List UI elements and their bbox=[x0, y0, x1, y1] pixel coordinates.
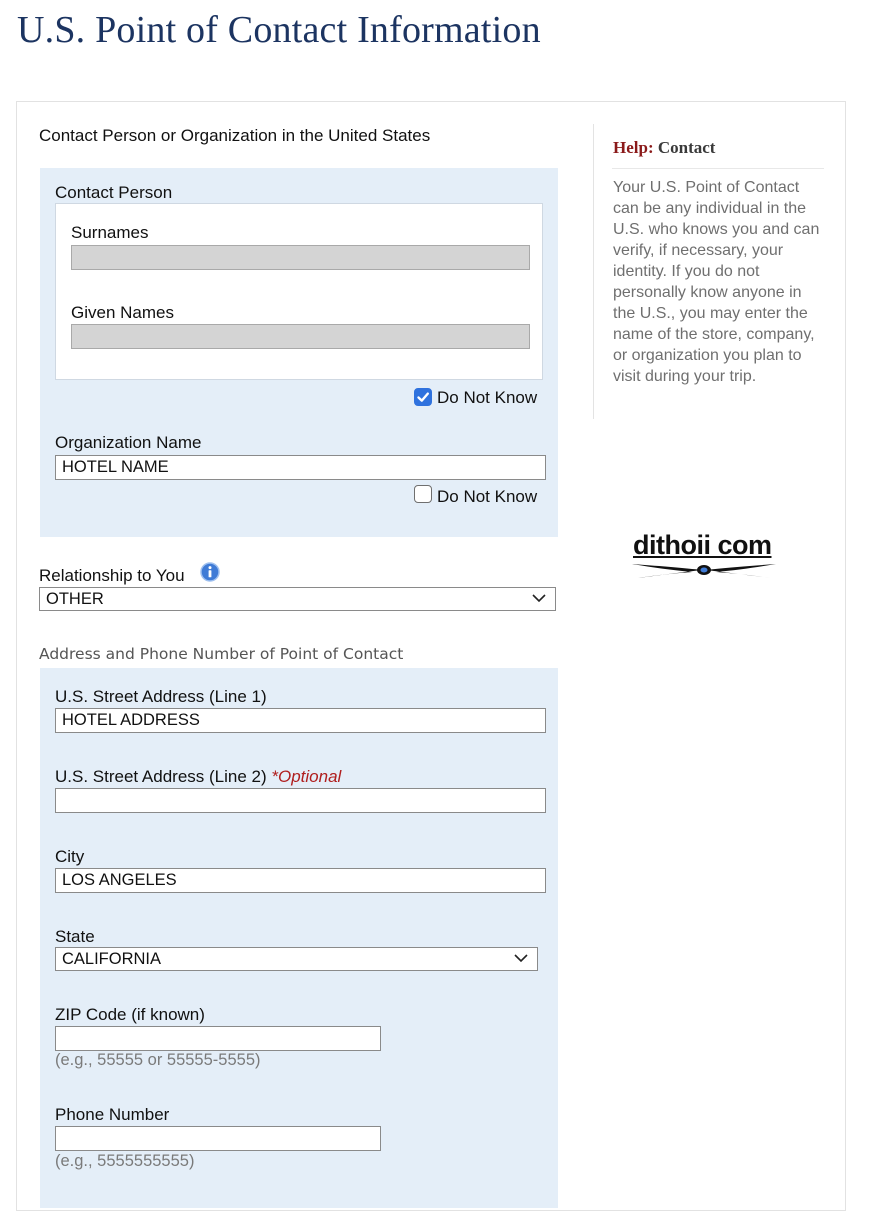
city-label: City bbox=[55, 847, 85, 866]
street2-label bbox=[55, 767, 341, 787]
city-input[interactable] bbox=[55, 868, 546, 893]
zip-input[interactable] bbox=[55, 1026, 381, 1051]
street1-input[interactable] bbox=[55, 708, 546, 733]
surnames-label: Surnames bbox=[71, 223, 149, 242]
watermark-logo bbox=[630, 530, 778, 582]
help-divider bbox=[612, 168, 824, 169]
contact-person-label: Contact Person bbox=[55, 183, 173, 202]
checkmark-icon bbox=[415, 389, 431, 405]
zip-label: ZIP Code (if known) bbox=[55, 1005, 205, 1024]
watermark-text: dithoii com bbox=[633, 530, 772, 560]
page-title: U.S. Point of Contact Information bbox=[17, 9, 541, 51]
state-select[interactable] bbox=[55, 947, 538, 971]
street2-label-text: U.S. Street Address (Line 2) bbox=[55, 767, 267, 786]
wings-icon bbox=[630, 560, 778, 582]
contact-do-not-know-label: Do Not Know bbox=[437, 388, 538, 407]
help-panel bbox=[593, 124, 829, 419]
chevron-down-icon bbox=[513, 950, 529, 966]
organization-do-not-know-checkbox[interactable] bbox=[414, 485, 432, 503]
relationship-select[interactable] bbox=[39, 587, 556, 611]
phone-hint: (e.g., 5555555555) bbox=[55, 1152, 195, 1170]
contact-do-not-know-checkbox[interactable] bbox=[414, 388, 432, 406]
phone-input[interactable] bbox=[55, 1126, 381, 1151]
zip-hint: (e.g., 55555 or 55555-5555) bbox=[55, 1051, 261, 1069]
given-names-input[interactable] bbox=[71, 324, 530, 349]
help-title-key: Help: bbox=[613, 138, 654, 157]
help-title bbox=[613, 138, 715, 158]
address-section-heading: Address and Phone Number of Point of Contact bbox=[39, 645, 404, 663]
organization-name-label: Organization Name bbox=[55, 433, 202, 452]
relationship-selected-value: OTHER bbox=[46, 590, 104, 608]
contact-section-heading: Contact Person or Organization in the United States bbox=[39, 126, 431, 145]
chevron-down-icon bbox=[531, 590, 547, 606]
street1-label: U.S. Street Address (Line 1) bbox=[55, 687, 267, 706]
surnames-input[interactable] bbox=[71, 245, 530, 270]
phone-label: Phone Number bbox=[55, 1105, 170, 1124]
state-selected-value: CALIFORNIA bbox=[62, 950, 162, 968]
state-label: State bbox=[55, 927, 95, 946]
help-title-topic: Contact bbox=[657, 138, 716, 157]
help-text: Your U.S. Point of Contact can be any individual in the U.S. who knows you and can verify, if necessary, your identity. If you do not personally know anyone in the U.S., you may enter the name of the store, company, or organization you plan to visit during your trip. bbox=[613, 179, 820, 385]
street2-input[interactable] bbox=[55, 788, 546, 813]
optional-tag: *Optional bbox=[271, 767, 342, 786]
relationship-label: Relationship to You bbox=[39, 566, 185, 585]
organization-name-input[interactable] bbox=[55, 455, 546, 480]
info-icon[interactable] bbox=[200, 562, 220, 582]
given-names-label: Given Names bbox=[71, 303, 174, 322]
organization-do-not-know-label: Do Not Know bbox=[437, 487, 538, 506]
